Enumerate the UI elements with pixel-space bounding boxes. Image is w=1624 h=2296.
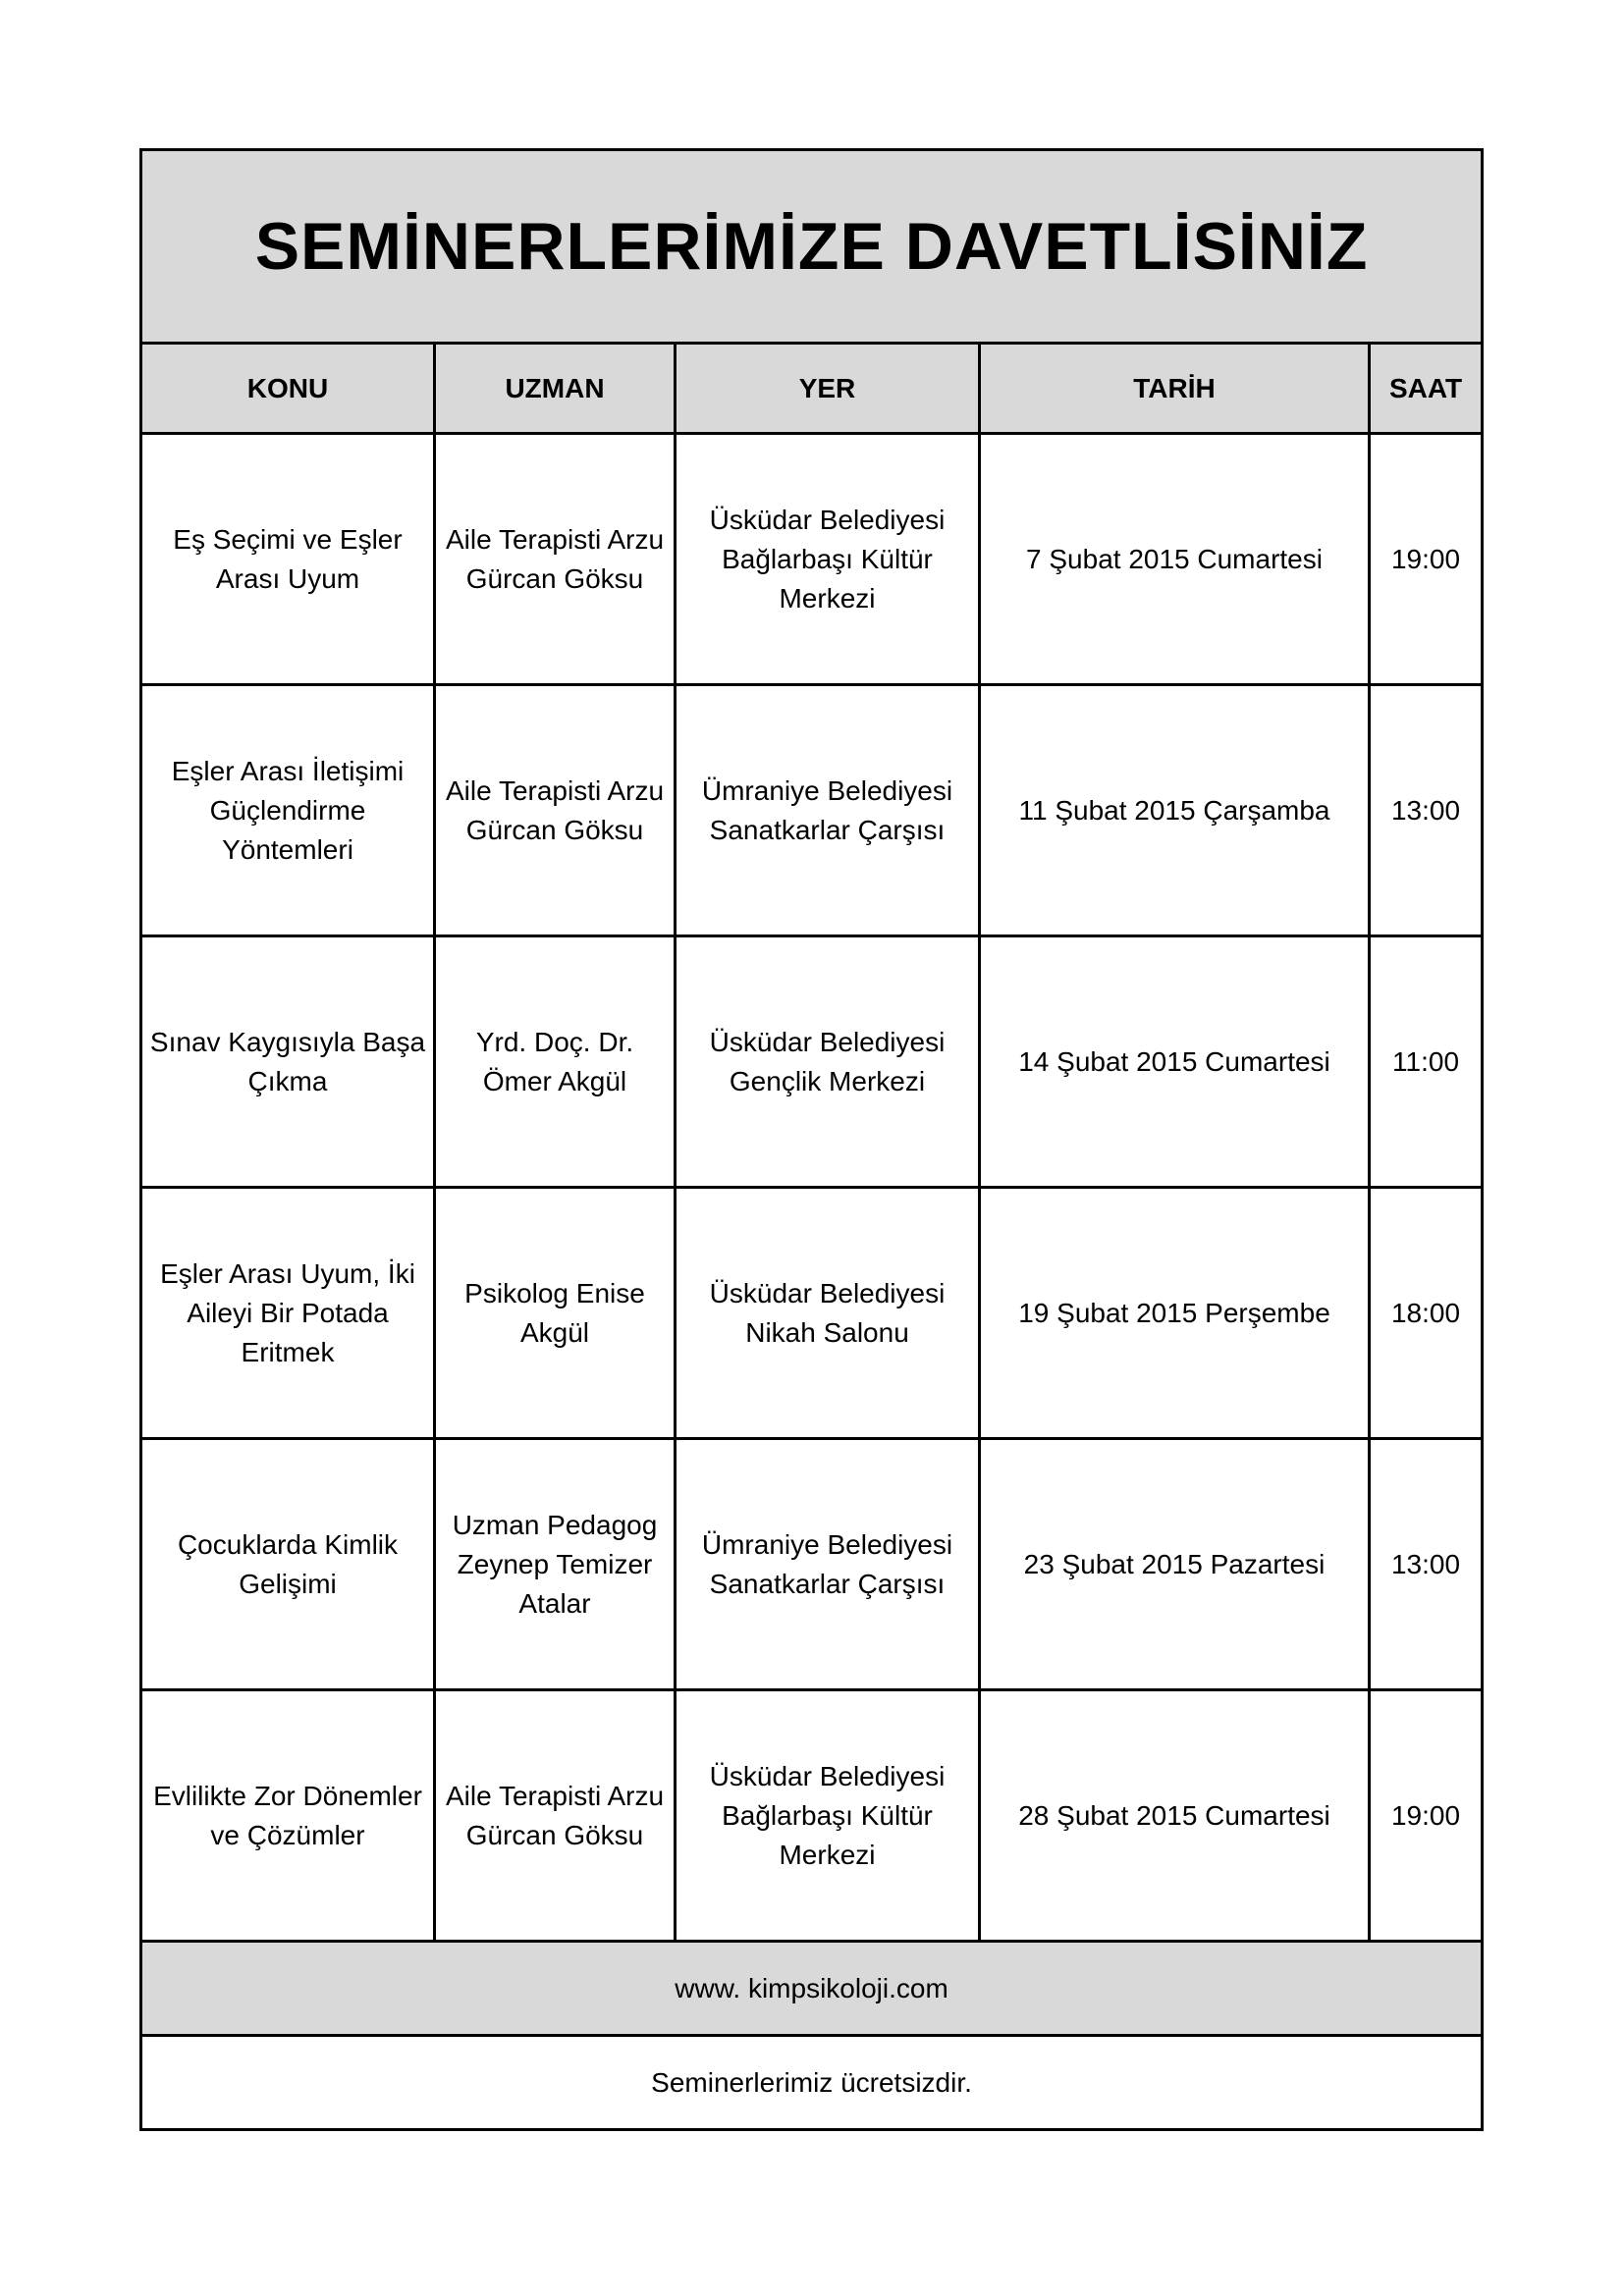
table-row [141,1188,1483,1439]
konu-cell: Çocuklarda Kimlik Gelişimi [141,1439,435,1690]
yer-cell: Ümraniye Belediyesi Sanatkarlar Çarşısı [676,685,980,936]
tarih-cell: 19 Şubat 2015 Perşembe [980,1188,1370,1439]
saat-cell: 19:00 [1370,434,1483,685]
column-header-tarih: TARİH [980,344,1370,434]
column-header-konu: KONU [141,344,435,434]
column-header-saat: SAAT [1370,344,1483,434]
table-row [141,936,1483,1188]
uzman-cell: Yrd. Doç. Dr. Ömer Akgül [435,936,676,1188]
table-row [141,1690,1483,1942]
seminar-table [139,148,1484,2131]
yer-cell: Üsküdar Belediyesi Bağlarbaşı Kültür Merkezi [676,1690,980,1942]
website-link[interactable]: www. kimpsikoloji.com [141,1942,1483,2036]
page-title: SEMİNERLERİMİZE DAVETLİSİNİZ [141,150,1483,344]
column-header-uzman: UZMAN [435,344,676,434]
saat-cell: 13:00 [1370,1439,1483,1690]
uzman-cell: Aile Terapisti Arzu Gürcan Göksu [435,685,676,936]
yer-cell: Üsküdar Belediyesi Bağlarbaşı Kültür Merkezi [676,434,980,685]
saat-cell: 18:00 [1370,1188,1483,1439]
tarih-cell: 28 Şubat 2015 Cumartesi [980,1690,1370,1942]
konu-cell: Eşler Arası Uyum, İki Aileyi Bir Potada Eritmek [141,1188,435,1439]
table-header-row [141,344,1483,434]
konu-cell: Eş Seçimi ve Eşler Arası Uyum [141,434,435,685]
saat-cell: 13:00 [1370,685,1483,936]
konu-cell: Sınav Kaygısıyla Başa Çıkma [141,936,435,1188]
uzman-cell: Aile Terapisti Arzu Gürcan Göksu [435,434,676,685]
tarih-cell: 11 Şubat 2015 Çarşamba [980,685,1370,936]
konu-cell: Evlilikte Zor Dönemler ve Çözümler [141,1690,435,1942]
table-row [141,434,1483,685]
saat-cell: 19:00 [1370,1690,1483,1942]
konu-cell: Eşler Arası İletişimi Güçlendirme Yöntemleri [141,685,435,936]
uzman-cell: Psikolog Enise Akgül [435,1188,676,1439]
free-note: Seminerlerimiz ücretsizdir. [141,2036,1483,2130]
table-row [141,1439,1483,1690]
column-header-yer: YER [676,344,980,434]
tarih-cell: 7 Şubat 2015 Cumartesi [980,434,1370,685]
uzman-cell: Uzman Pedagog Zeynep Temizer Atalar [435,1439,676,1690]
yer-cell: Üsküdar Belediyesi Nikah Salonu [676,1188,980,1439]
tarih-cell: 23 Şubat 2015 Pazartesi [980,1439,1370,1690]
yer-cell: Üsküdar Belediyesi Gençlik Merkezi [676,936,980,1188]
saat-cell: 11:00 [1370,936,1483,1188]
yer-cell: Ümraniye Belediyesi Sanatkarlar Çarşısı [676,1439,980,1690]
tarih-cell: 14 Şubat 2015 Cumartesi [980,936,1370,1188]
uzman-cell: Aile Terapisti Arzu Gürcan Göksu [435,1690,676,1942]
table-row [141,685,1483,936]
